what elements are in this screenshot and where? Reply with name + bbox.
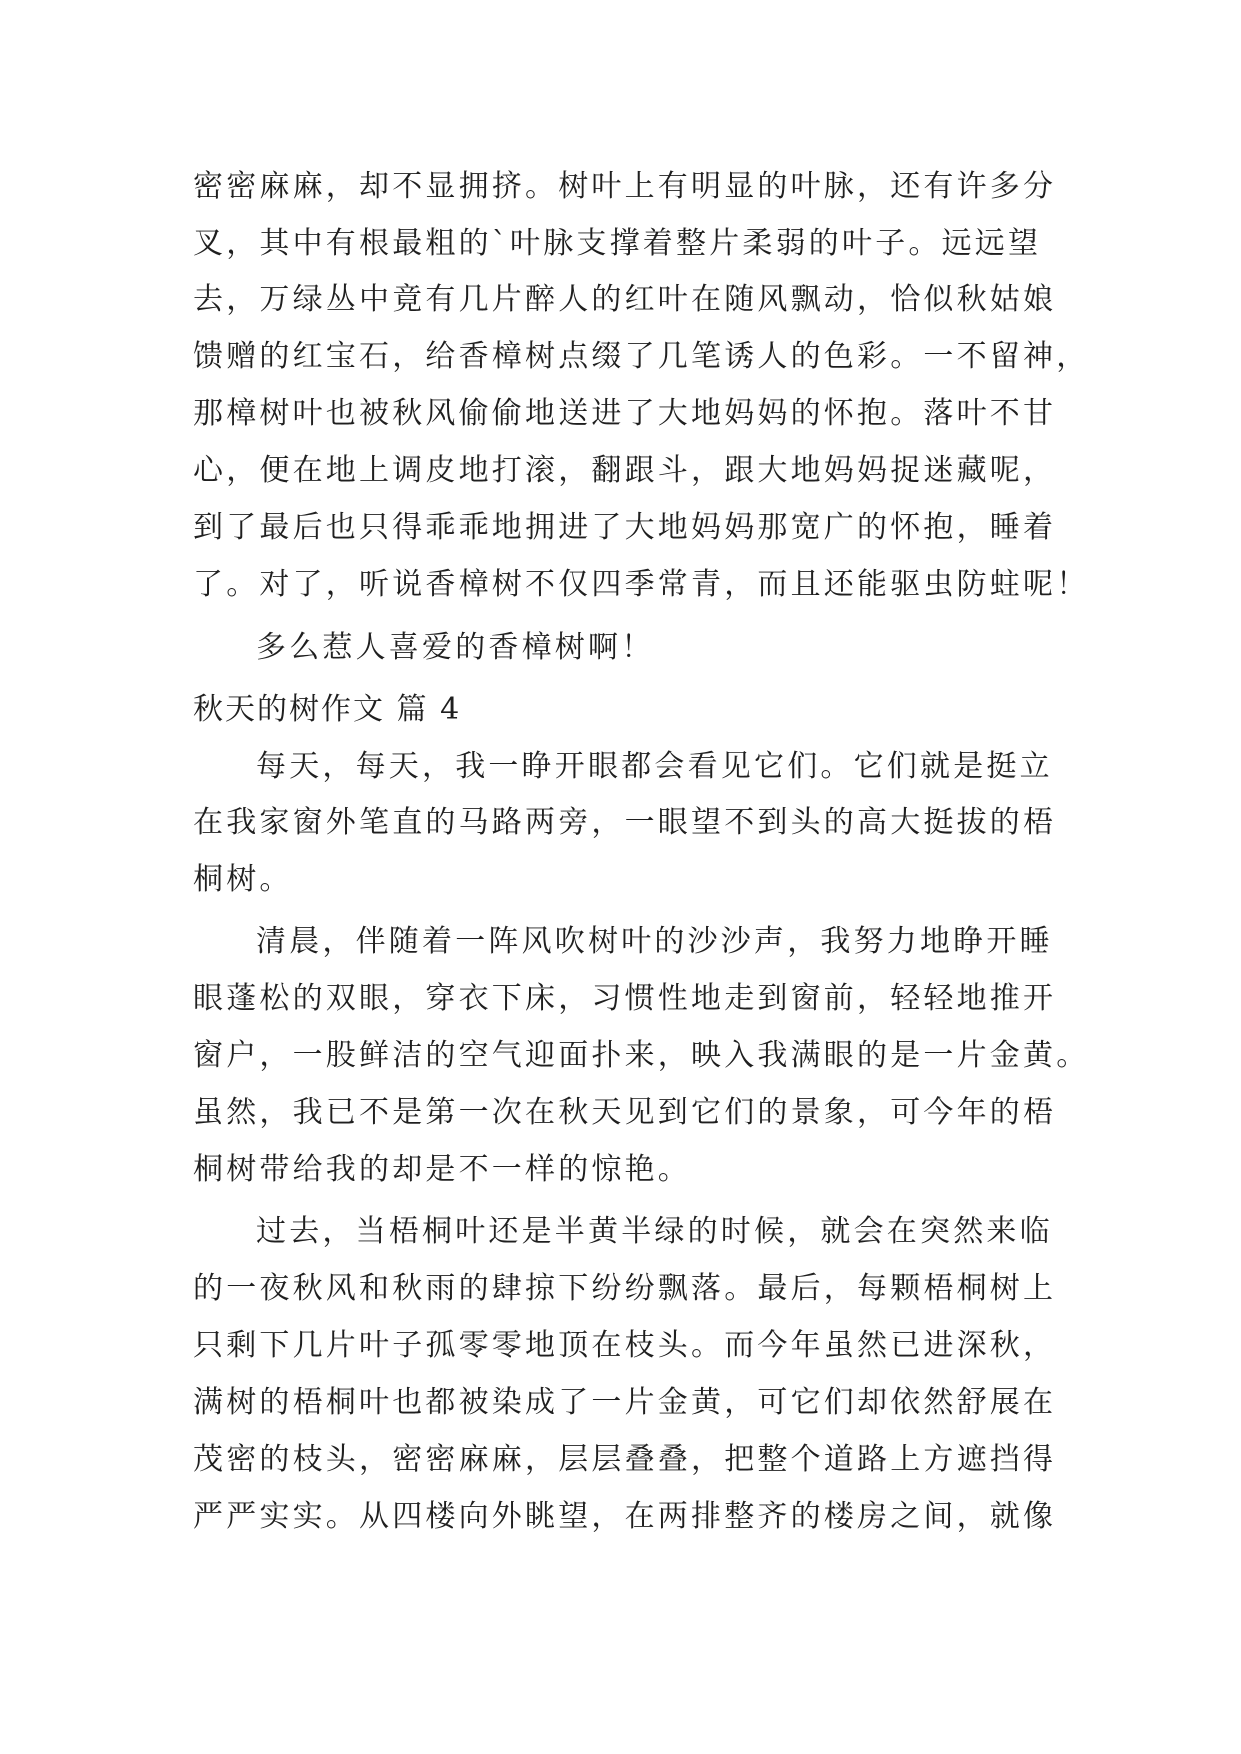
text-line: 在我家窗外笔直的马路两旁，一眼望不到头的高大挺拔的梧 <box>193 805 1057 840</box>
text-line: 去，万绿丛中竟有几片醉人的红叶在随风飘动，恰似秋姑娘 <box>193 282 1057 317</box>
text-line: 馈赠的红宝石，给香樟树点缀了几笔诱人的色彩。一不留神， <box>193 339 1090 374</box>
text-line: 那樟树叶也被秋风偷偷地送进了大地妈妈的怀抱。落叶不甘 <box>193 396 1057 431</box>
text-line: 严严实实。从四楼向外眺望，在两排整齐的楼房之间，就像 <box>193 1499 1057 1534</box>
text-line: 桐树。 <box>193 862 293 897</box>
paragraph-line: 清晨，伴随着一阵风吹树叶的沙沙声，我努力地睁开睡 <box>256 924 1053 959</box>
text-line: 了。对了，听说香樟树不仅四季常青，而且还能驱虫防蛀呢！ <box>193 567 1090 602</box>
section-heading: 秋天的树作文 篇 4 <box>193 692 462 727</box>
text-line: 眼蓬松的双眼，穿衣下床，习惯性地走到窗前，轻轻地推开 <box>193 981 1057 1016</box>
text-line: 心，便在地上调皮地打滚，翻跟斗，跟大地妈妈捉迷藏呢， <box>193 453 1057 488</box>
text-line: 的一夜秋风和秋雨的肆掠下纷纷飘落。最后，每颗梧桐树上 <box>193 1271 1057 1306</box>
text-line: 叉，其中有根最粗的`叶脉支撑着整片柔弱的叶子。远远望 <box>193 226 1042 261</box>
text-line: 到了最后也只得乖乖地拥进了大地妈妈那宽广的怀抱，睡着 <box>193 510 1057 545</box>
text-line: 窗户，一股鲜洁的空气迎面扑来，映入我满眼的是一片金黄。 <box>193 1038 1090 1073</box>
text-line: 虽然，我已不是第一次在秋天见到它们的景象，可今年的梧 <box>193 1095 1057 1130</box>
paragraph-line: 多么惹人喜爱的香樟树啊！ <box>256 630 655 665</box>
text-line: 密密麻麻，却不显拥挤。树叶上有明显的叶脉，还有许多分 <box>193 169 1057 204</box>
text-line: 只剩下几片叶子孤零零地顶在枝头。而今年虽然已进深秋， <box>193 1328 1057 1363</box>
paragraph-line: 每天，每天，我一睁开眼都会看见它们。它们就是挺立 <box>256 749 1053 784</box>
paragraph-line: 过去，当梧桐叶还是半黄半绿的时候，就会在突然来临 <box>256 1214 1053 1249</box>
text-line: 桐树带给我的却是不一样的惊艳。 <box>193 1152 691 1187</box>
text-line: 茂密的枝头，密密麻麻，层层叠叠，把整个道路上方遮挡得 <box>193 1442 1057 1477</box>
text-line: 满树的梧桐叶也都被染成了一片金黄，可它们却依然舒展在 <box>193 1385 1057 1420</box>
